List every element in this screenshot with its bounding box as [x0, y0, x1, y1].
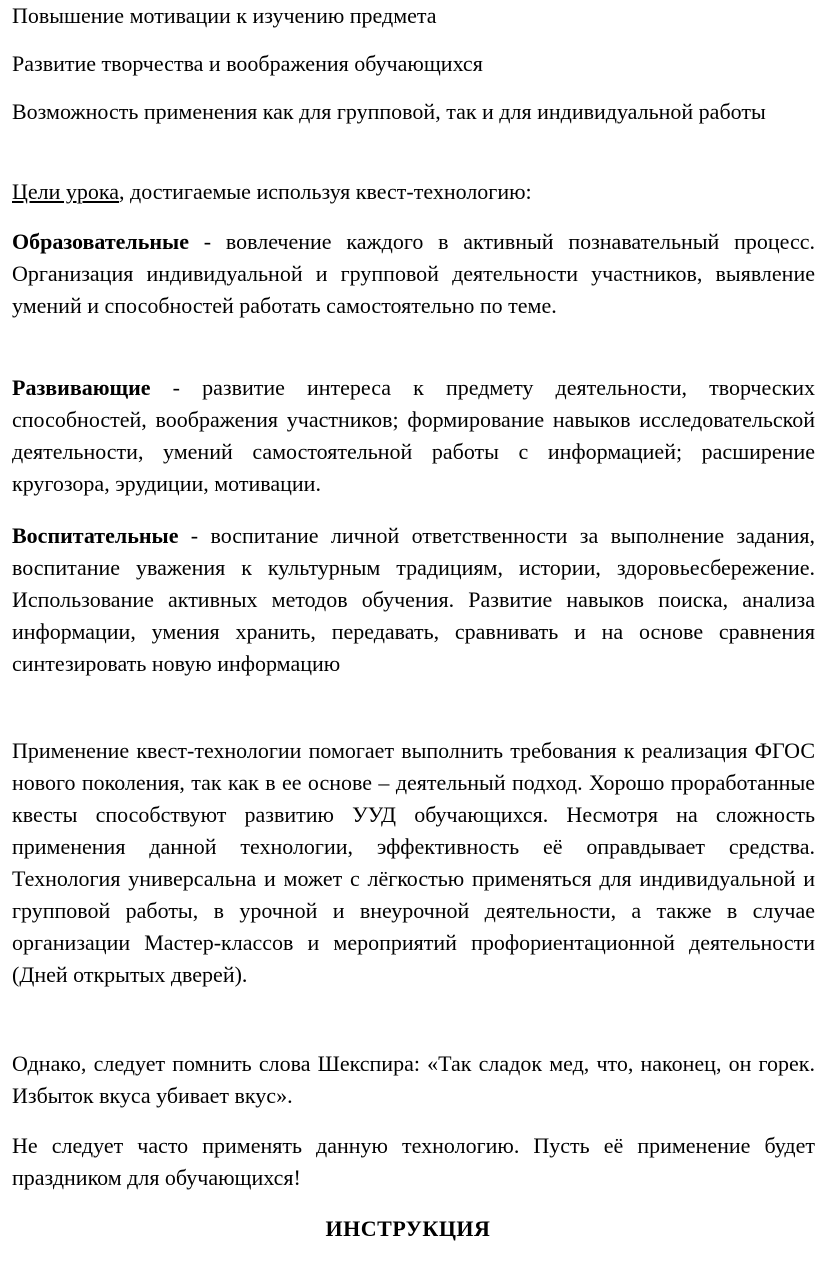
goals-rest: , достигаемые используя квест-технологию:	[119, 179, 532, 204]
goals-heading: Цели урока	[12, 179, 120, 204]
upbringing-text: - воспитание личной ответственности за выполнение задания, воспитание уважения к культурным традициям, истории, здоровьесбережение. Использование активных методов обучения. Развитие навыков поиска, анализа информации, умения хранить, передавать, сравнивать и на основе сравнения синтезировать новую информацию	[12, 523, 815, 676]
shakespeare-paragraph: Однако, следует помнить слова Шекспира: «Так сладок мед, что, наконец, он горек. Избыток вкуса убивает вкус».	[12, 1051, 815, 1108]
line-group-individual: Возможность применения как для групповой, так и для индивидуальной работы	[12, 99, 766, 124]
upbringing-paragraph	[12, 520, 815, 680]
warning-paragraph: Не следует часто применять данную технологию. Пусть её применение будет праздником для обучающихся!	[12, 1133, 815, 1190]
section-title: ИНСТРУКЦИЯ	[325, 1216, 491, 1241]
line-creativity: Развитие творчества и воображения обучающихся	[12, 51, 483, 76]
line-motivation: Повышение мотивации к изучению предмета	[12, 3, 437, 28]
educational-text: - вовлечение каждого в активный познавательный процесс. Организация индивидуальной и групповой деятельности участников, выявление умений и способностей работать самостоятельно по теме.	[12, 229, 815, 318]
developing-paragraph	[12, 372, 815, 500]
upbringing-term: Воспитательные	[12, 523, 179, 548]
developing-term: Развивающие	[12, 375, 151, 400]
educational-term: Образовательные	[12, 229, 189, 254]
goals-line	[12, 176, 815, 208]
developing-text: - развитие интереса к предмету деятельности, творческих способностей, воображения участников; формирование навыков исследовательской деятельности, умений самостоятельной работы с информацией; расширение кругозора, эрудиции, мотивации.	[12, 375, 815, 496]
application-paragraph: Применение квест-технологии помогает выполнить требования к реализация ФГОС нового поколения, так как в ее основе – деятельный подход. Хорошо проработанные квесты способствуют развитию УУД обучающихся. Несмотря на сложность применения данной технологии, эффективность её оправдывает средства. Технология универсальна и может с лёгкостью применяться для индивидуальной и групповой работы, в урочной и внеурочной деятельности, а также в случае организации Мастер-классов и мероприятий профориентационной деятельности (Дней открытых дверей).	[12, 738, 815, 987]
educational-paragraph	[12, 226, 815, 322]
